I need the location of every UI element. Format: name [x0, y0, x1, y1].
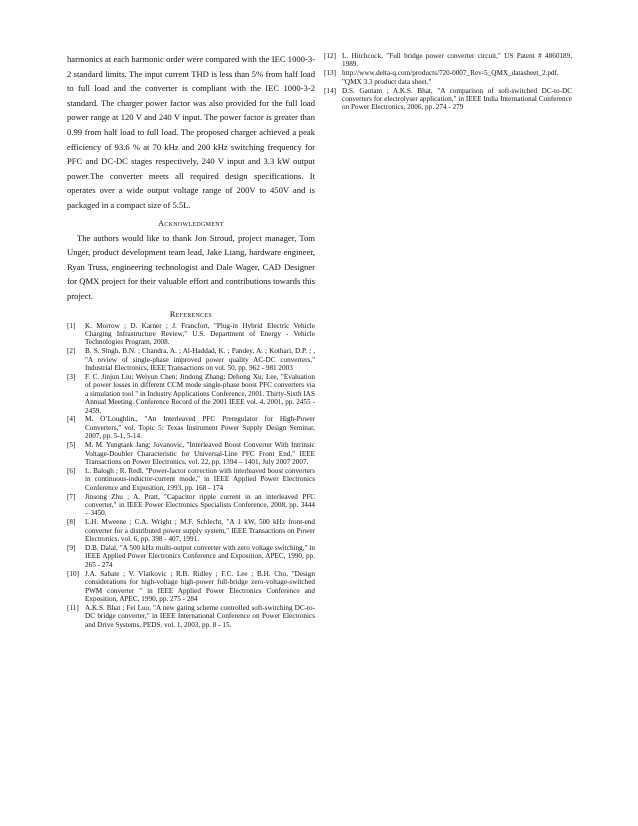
reference-text: M. O’Loughlin,, "An Interleaved PFC Preregulator for High-Power Converters," vol. Topic 5: Texas Instrument Power Supply Design Seminar, 2007, pp. 5-1, 5-14.	[85, 415, 315, 441]
reference-text: J.A. Sabate ; V. Vlatkovic ; R.B. Ridley ; F.C. Lee ; B.H. Cho, "Design considerations for high-voltage high-power full-bridge zero-voltage-switched PWM converter " in IEEE Applied Power Electronics Conference and Exposition, APEC, 1990, pp. 275 - 284	[85, 569, 315, 603]
reference-text: L. Balogh ; R. Redl, "Power-factor correction with interleaved boost converters in continuous-inductor-current mode," in IEEE Applied Power Electronics Conference and Exposition, 1993, pp. 168 - 174	[85, 466, 315, 492]
reference-text: D.B. Dalal, "A 500 kHz multi-output converter with zero voltage switching," in IEEE Applied Power Electronics Conference and Exposition, APEC, 1990, pp. 265 - 274	[85, 544, 315, 569]
reference-list-left	[67, 322, 315, 630]
reference-number: [13]	[324, 69, 336, 78]
reference-text: K. Morrow ; D. Karner ; J. Francfort, "Plug-in Hybrid Electric Vehicle Charging Infrastructure Review," U.S. Department of Energy - Vehicle Technologies Program, 2008.	[85, 321, 315, 347]
acknowledgment-paragraph: The authors would like to thank Jon Stroud, project manager, Tom Unger, product development team lead, Jake Liang, hardware engineer, Ryan Truss, engineering technologist and Dale Wager, CAD Designer for QMX project for their valuable effort and contributions towards this project.	[67, 232, 315, 301]
reference-number: [12]	[324, 52, 336, 60]
reference-text: L.H. Mweene ; C.A. Wright ; M.F. Schlecht, "A 1 kW, 500 kHz front-end converter for a distributed power supply system," IEEE Transactions on Power Electronics, vol. 6, pp. 398 - 407, 1991.	[85, 518, 315, 544]
reference-item	[67, 347, 315, 372]
reference-text: B. S. Singh, B.N. ; Chandra, A. ; Al-Haddad, K. ; Pandey, A. ; Kothari, D.P. ; , "A review of single-phase improved power quality AC-DC converters," Industrial Electronics, IEEE Transactions on vol. 50, pp. 962 - 981 2003	[85, 347, 315, 373]
reference-item	[67, 441, 315, 466]
reference-text: M. M. Yungtaek Jang; Jovanovic, "Interleaved Boost Converter With Intrinsic Voltage-Doubler Characteristic for Universal-Line PFC Front End," IEEE Transactions on Power Electronics, vol. 22, pp. 1394 – 1401, July 2007 2007.	[85, 441, 315, 466]
reference-number: [1]	[67, 321, 76, 330]
reference-item	[67, 493, 315, 518]
reference-item	[67, 415, 315, 440]
right-column	[324, 52, 572, 112]
reference-item	[67, 518, 315, 543]
reference-item	[324, 52, 572, 69]
reference-text: F. C. Jinjun Liu; Weiyun Chen; Jindong Zhang; Dehong Xu; Lee, "Evaluation of power losses in different CCM mode single-phase boost PFC converters via a simulation tool " in Industry Applications Conference, 2001. Thirty-Sixth IAS Annual Meeting. Conference Record of the 2001 IEEE vol. 4, 2001, pp. 2455 - 2459.	[85, 372, 315, 415]
reference-number: [4]	[67, 415, 76, 424]
reference-number: [7]	[67, 492, 76, 501]
reference-number: [14]	[324, 86, 336, 95]
reference-number: [11]	[67, 603, 79, 612]
reference-item	[67, 373, 315, 415]
reference-text: http://www.delta-q.com/products/720-0007_Rev-5_QMX_datasheet_2.pdf, "QMX 3.3 product data sheet."	[342, 69, 559, 86]
reference-text: D.S. Gautam ; A.K.S. Bhat, "A comparison of soft-switched DC-to-DC converters for electrolyser application," in IEEE India International Conference on Power Electronics, 2006, pp. 274 - 279	[342, 86, 572, 112]
reference-item	[324, 69, 572, 86]
conclusion-paragraph: harmonics at each harmonic order were compared with the IEC 1000-3-2 standard limits. The input current THD is less than 5% from half load to full load and the converter is compliant with the IEC 1000-3-2 standard. The charger power factor was also provided for the full load power range at 120 V and 240 V input. The power factor is greater than 0.99 from half load to full load. The proposed charger achieved a peak efficiency of 93.6 % at 70 kHz and 200 kHz switching frequency for PFC and DC-DC stages respectively, 240 V input and 3.3 kW output power.The converter meets all required design specifications. It operates over a wide output voltage range of 200V to 450V and is packaged in a compact size of 5.5L.	[67, 54, 315, 210]
reference-number: [5]	[67, 441, 76, 450]
reference-item	[67, 467, 315, 492]
reference-number: [9]	[67, 544, 76, 553]
reference-number: [3]	[67, 372, 76, 381]
acknowledgment-heading: Acknowledgment	[158, 218, 224, 228]
reference-list-right	[324, 52, 572, 112]
reference-number: [6]	[67, 466, 76, 475]
reference-number: [10]	[67, 569, 79, 578]
reference-number: [2]	[67, 347, 76, 356]
reference-text: Jinsong Zhu ; A. Pratt, "Capacitor ripple current in an interleaved PFC converter," in IEEE Power Electronics Specialists Conference, 2008, pp. 3444 – 3450.	[85, 492, 315, 518]
reference-item	[67, 322, 315, 347]
reference-text: L. Hitchcock, "Full bridge power converter circuit," US Patent # 4860189, 1989.	[342, 52, 572, 69]
reference-item	[324, 87, 572, 112]
reference-item	[67, 544, 315, 569]
reference-text: A.K.S. Bhat ; Fei Luo, "A new gating scheme controlled soft-switching DC-to-DC bridge converter," in IEEE International Conference on Power Electronics and Drive Systems, PEDS. vol. 1, 2003, pp. 8 - 15.	[85, 603, 315, 629]
reference-number: [8]	[67, 518, 76, 527]
left-column	[67, 52, 315, 630]
reference-item	[67, 604, 315, 629]
references-heading: References	[169, 309, 213, 319]
reference-item	[67, 570, 315, 604]
